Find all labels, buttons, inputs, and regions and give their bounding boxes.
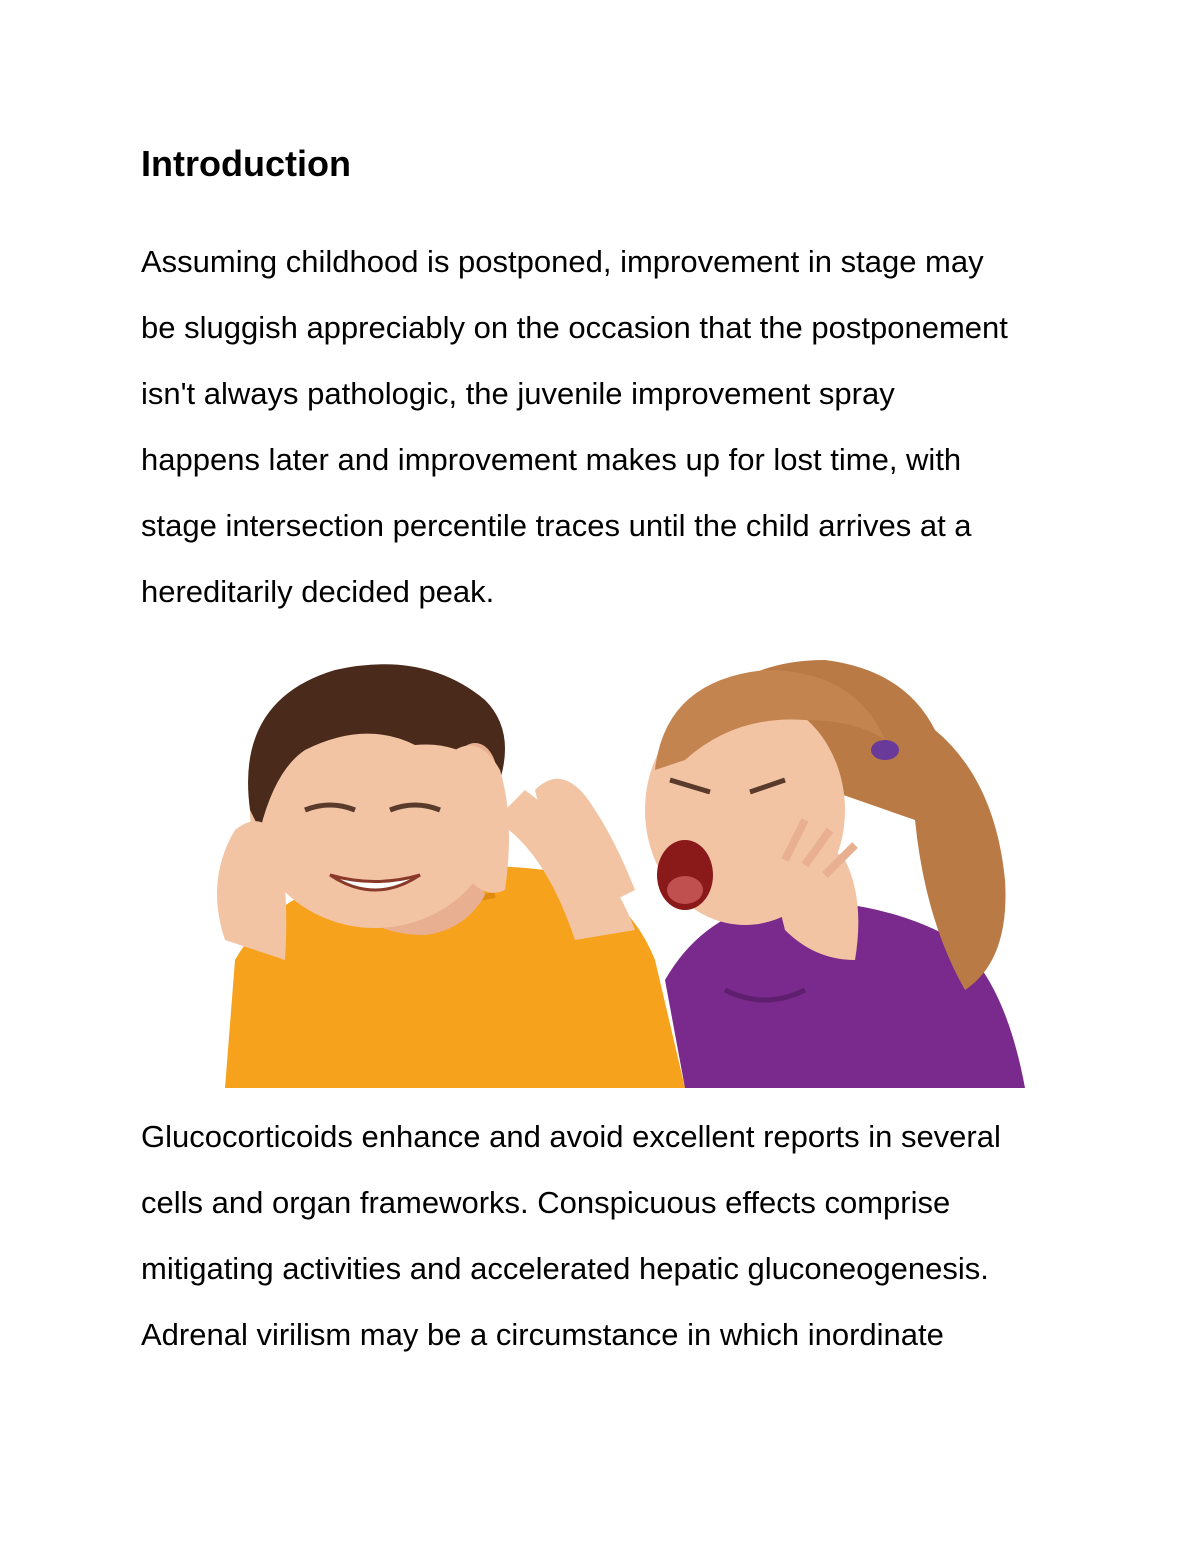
paragraph-line: mitigating activities and accelerated hepatic gluconeogenesis. [141,1251,989,1286]
paragraph-line: Assuming childhood is postponed, improvement in stage may [141,244,984,279]
paragraph-line: isn't always pathologic, the juvenile improvement spray [141,376,895,411]
paragraph-line: happens later and improvement makes up for lost time, with [141,442,962,477]
paragraph-line: Adrenal virilism may be a circumstance in which inordinate [141,1317,944,1352]
paragraph-line: stage intersection percentile traces until the child arrives at a [141,508,972,543]
paragraph-line: hereditarily decided peak. [141,574,495,609]
page-title: Introduction [141,143,351,184]
body-paragraph [141,1104,1001,1368]
intro-paragraph [141,229,1008,625]
paragraph-line: be sluggish appreciably on the occasion that the postponement [141,310,1008,345]
children-photo [165,660,1030,1088]
paragraph-line: Glucocorticoids enhance and avoid excellent reports in several [141,1119,1001,1154]
paragraph-line: cells and organ frameworks. Conspicuous effects comprise [141,1185,951,1220]
